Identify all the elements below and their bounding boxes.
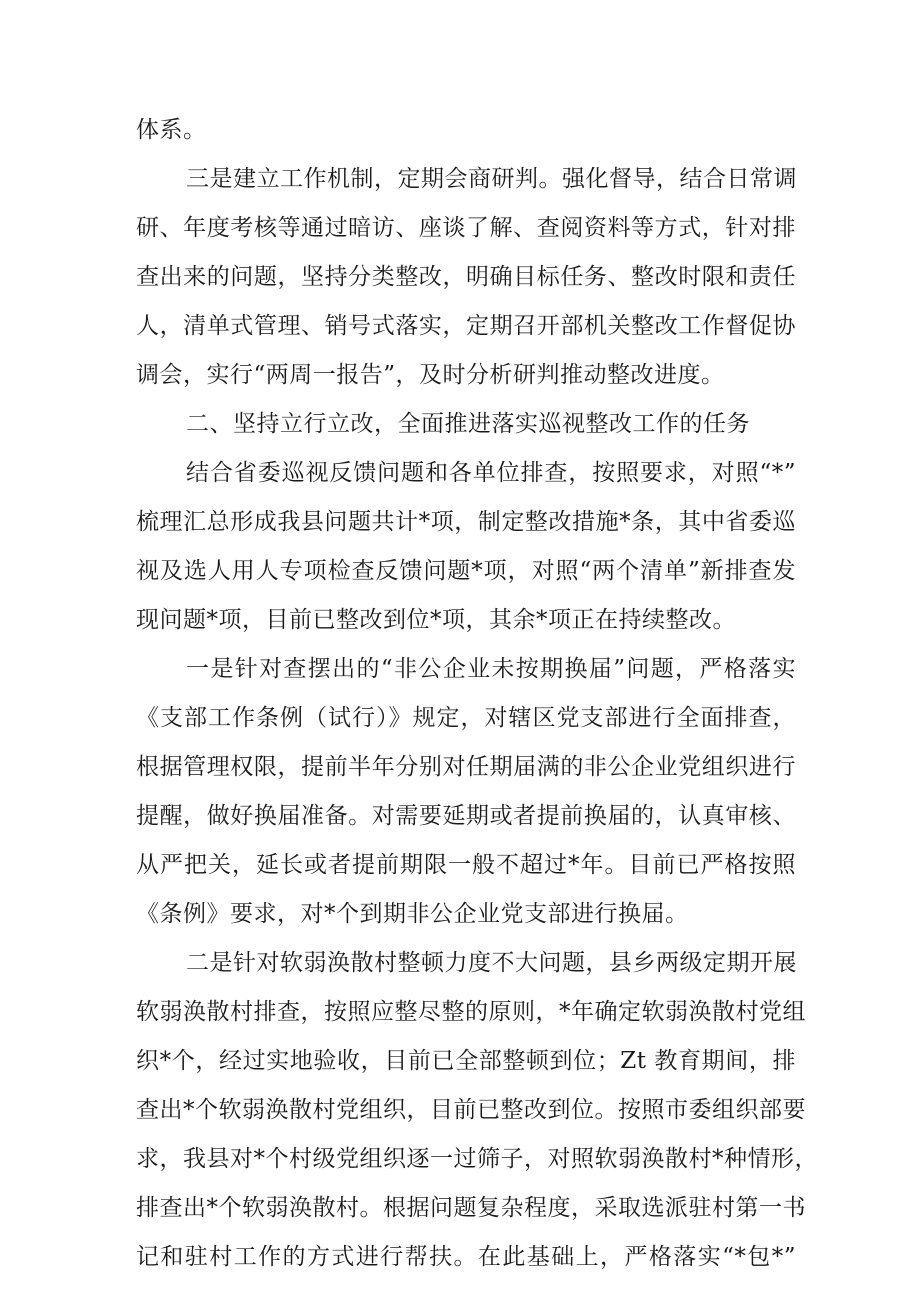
text-line: 织*个，经过实地验收，目前已全部整顿到位；Zt 教育期间，排 [136, 1048, 796, 1074]
text-line: 一是针对查摆出的“非公企业未按期换届”问题，严格落实 [186, 656, 796, 682]
text-line: 梳理汇总形成我县问题共计*项，制定整改措施*条，其中省委巡 [136, 509, 796, 535]
text-line: 记和驻村工作的方式进行帮扶。在此基础上，严格落实“*包*” [136, 1244, 796, 1270]
text-line: 《条例》要求，对*个到期非公企业党支部进行换届。 [136, 901, 689, 927]
section-heading: 二、坚持立行立改，全面推进落实巡视整改工作的任务 [186, 411, 750, 437]
text-line: 结合省委巡视反馈问题和各单位排查，按照要求，对照“*” [186, 460, 796, 486]
text-line: 现问题*项，目前已整改到位*项，其余*项正在持续整改。 [136, 607, 736, 633]
text-line: 提醒，做好换届准备。对需要延期或者提前换届的，认真审核、 [136, 803, 796, 829]
text-line: 体系。 [136, 117, 207, 143]
text-line: 研、年度考核等通过暗访、座谈了解、查阅资料等方式，针对排 [136, 215, 796, 241]
text-line: 调会，实行“两周一报告”，及时分析研判推动整改进度。 [136, 362, 725, 388]
text-line: 三是建立工作机制，定期会商研判。强化督导，结合日常调 [186, 166, 797, 192]
text-line: 根据管理权限，提前半年分别对任期届满的非公企业党组织进行 [136, 754, 796, 780]
text-line: 《支部工作条例（试行）》规定，对辖区党支部进行全面排查， [136, 705, 796, 731]
text-line: 查出*个软弱涣散村党组织，目前已整改到位。按照市委组织部要 [136, 1097, 806, 1123]
text-line: 视及选人用人专项检查反馈问题*项，对照“两个清单”新排查发 [136, 558, 796, 584]
text-line: 查出来的问题，坚持分类整改，明确目标任务、整改时限和责任 [136, 264, 796, 290]
text-line: 求，我县对*个村级党组织逐一过筛子，对照软弱涣散村*种情形， [136, 1146, 818, 1172]
text-line: 软弱涣散村排查，按照应整尽整的原则，*年确定软弱涣散村党组 [136, 999, 806, 1025]
text-line: 排查出*个软弱涣散村。根据问题复杂程度，采取选派驻村第一书 [136, 1195, 806, 1221]
text-line: 二是针对软弱涣散村整顿力度不大问题，县乡两级定期开展 [186, 950, 797, 976]
text-line: 人，清单式管理、销号式落实，定期召开部机关整改工作督促协 [136, 313, 796, 339]
text-line: 从严把关，延长或者提前期限一般不超过*年。目前已严格按照 [136, 852, 796, 878]
